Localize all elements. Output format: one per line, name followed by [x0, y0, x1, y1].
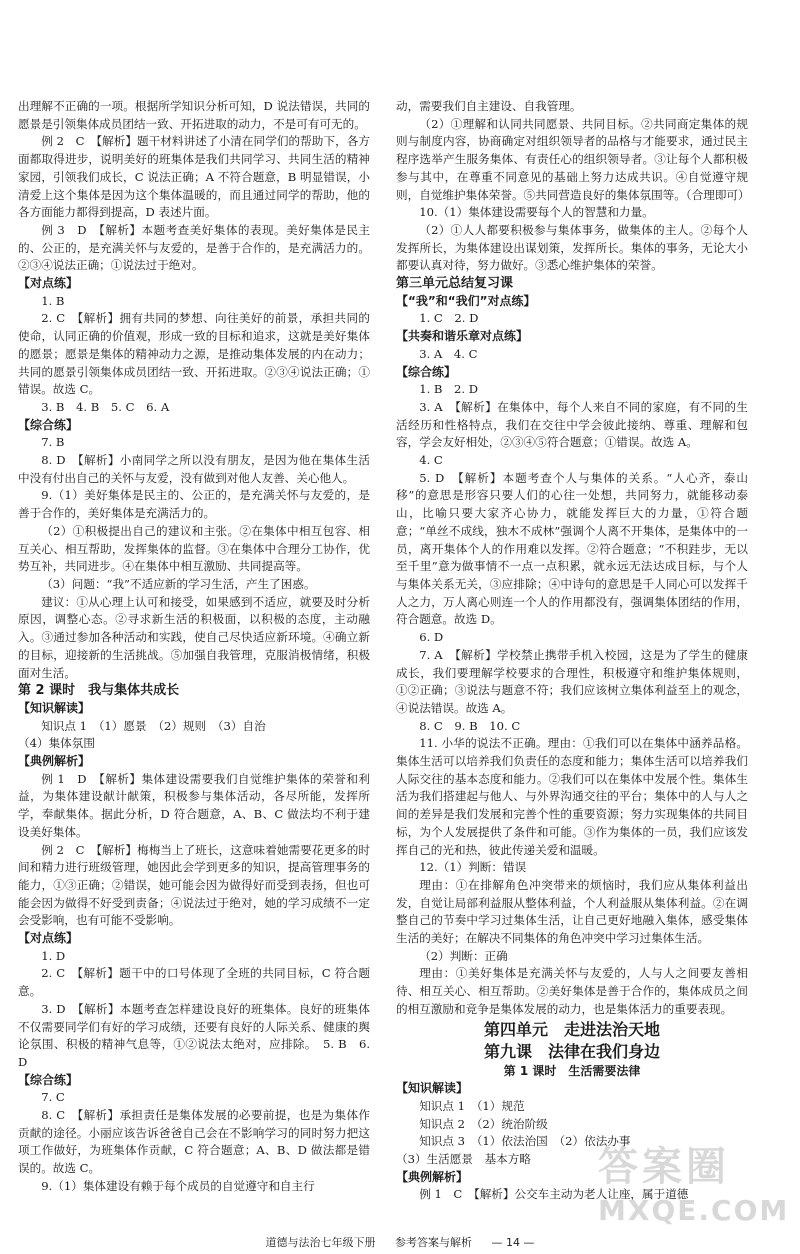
lesson-nine-title: 第九课 法律在我们身边	[483, 1041, 660, 1061]
session-one-title: 第 1 课时 生活需要法律	[503, 1063, 641, 1078]
left-para: 3. B 4. B 5. C 6. A	[41, 399, 170, 414]
left-para: 建议：①从心理上认可和接受，如果感到不适应，就要及时分析原因，调整心态。②寻求新生活的积极面，以积极的态度，主动融入。③通过参加各种活动和实践，使自己尽快适应新环境。④确立新的目标，迎接新的生活挑战。⑤加强自我管理，克服消极情绪，积极面对生活。	[18, 594, 370, 680]
left-para: 1. B	[41, 293, 65, 308]
left-para: （4）集体氛围	[18, 736, 95, 751]
right-para: 理由：①美好集体是充满关怀与友爱的，人与人之间要友善相待、相互关心、相互帮助。②美好集体是善于合作的，集体成员之间的相互激励和竞争是集体发展的动力，也是集体活力的重要表现。	[396, 966, 748, 1016]
left-para: 8. D 【解析】小南同学之所以没有朋友，是因为他在集体生活中没有付出自己的关怀与友爱，没有做到对他人友善、关心他人。	[18, 453, 370, 485]
left-para: 7. B	[41, 435, 65, 450]
left-para: 第 2 课时 我与集体共成长	[18, 683, 180, 699]
right-column	[396, 98, 748, 1204]
bottom-para: 知识点 3 （1）依法治国 （2）依法办事	[419, 1134, 631, 1149]
left-para: 【对点练】	[18, 931, 79, 946]
right-para: 6. D	[419, 630, 444, 645]
bottom-para: 【典例解析】	[396, 1169, 469, 1184]
left-para: 例 2 C 【解析】题干材料讲述了小清在同学们的帮助下，各方面都取得进步，说明美好的班集体是我们共同学习、共同生活的精神家园，引领我们成长，C 说法正确；A 不符合题意，B 明显错误，小清爱上这个集体是因为这个集体温暖的，而且通过同学的帮助，他的各方面能力都得到提高，D 表述片面。	[18, 134, 370, 220]
right-para: 理由：①在排解角色冲突带来的烦恼时，我们应从集体利益出发，自觉让局部利益服从整体利益，个人利益服从集体利益。②在调整自己的节奏中学习过集体生活，让自己更好地融入集体，感受集体生活的美好；在解决不同集体的角色冲突中学习过集体生活。	[396, 877, 748, 946]
footer-section-title: 参考答案与解析	[395, 1236, 472, 1249]
left-para: 【综合练】	[18, 417, 79, 432]
bottom-para: 例 1 C 【解析】公交车主动为老人让座，属于道德	[419, 1187, 689, 1202]
right-para: 12.（1）判断：错误	[419, 860, 527, 875]
left-para: 【典例解析】	[18, 754, 91, 769]
left-para: （2）①积极提出自己的建议和主张。②在集体中相互包容、相互关心、相互帮助，发挥集体的监督。③在集体中合理分工协作，优势互补，共同进步。④在集体中相互激励、共同提高等。	[18, 523, 370, 574]
right-para: 【“我”和“我们”对点练】	[396, 293, 536, 308]
right-para: 1. B 2. D	[419, 382, 479, 397]
right-para: 7. A 【解析】学校禁止携带手机入校园，这是为了学生的健康成长，我们要理解学校要求的合理性，积极遵守和维护集体规则，①②正确；③说法与题意不符；我们应该树立集体利益至上的观念，④说法错误。故选 A。	[396, 647, 748, 715]
left-para: 【综合练】	[18, 1072, 79, 1087]
left-para: 例 2 C 【解析】梅梅当上了班长，这意味着她需要花更多的时间和精力进行班级管理，她因此会学到更多的知识，提高管理事务的能力，①③正确；②错误，她可能会因为做得好而受到表扬，但也可能会因为做得不好受到责备；④说法过于绝对，她的学习成绩不一定会受影响，也有可能不受影响。	[18, 842, 370, 928]
left-para: （3）问题：“我”不适应新的学习生活，产生了困惑。	[41, 576, 316, 591]
left-para: 例 1 D 【解析】集体建设需要我们自觉维护集体的荣誉和利益，为集体建设献计献策，积极参与集体活动，各尽所能，发挥所学，奉献集体。据此分析，D 符合题意，A、B、C 做法均不利于建设美好集体。	[18, 771, 370, 839]
right-para: 8. C 9. B 10. C	[419, 718, 521, 733]
watermark-url: MXQE.COM	[598, 1194, 790, 1227]
right-para: 1. C 2. D	[419, 311, 479, 326]
right-para: 10.（1）集体建设需要每个人的智慧和力量。	[419, 205, 654, 220]
right-para: 4. C	[419, 453, 443, 468]
right-column-top	[396, 98, 748, 1019]
right-para: 11. 小华的说法不正确。理由：①我们可以在集体中涵养品格。集体生活可以培养我们负责任的态度和能力；集体生活可以培养我们人际交往的基本态度和能力。②我们可以在集体中发展个性。集体生活为我们搭建起与他人、与外界沟通交往的平台；集体中的人与人之间的差异是我们发展和完善个性的重要资源；努力实现集体的共同目标，为个人发展提供了条件和可能。③作为集体的一员，我们应该发挥自己的光和热，彼此传递关爱和温暖。	[396, 736, 748, 857]
left-para: 出理解不正确的一项。根据所学知识分析可知，D 说法错误，共同的愿景是引领集体成员团结一致、开拓进取的动力，不是可有可无的。	[18, 99, 370, 131]
left-para: 8. C 【解析】承担责任是集体发展的必要前提，也是为集体作贡献的途径。小丽应该告诉爸爸自己会在不影响学习的同时努力把这项工作做好，为班集体作贡献，C 符合题意；A、B、D 做法都是错误的。故选 C。	[18, 1108, 370, 1176]
right-para: 3. A 4. C	[419, 346, 478, 361]
right-para: 3. A 【解析】在集体中，每个人来自不同的家庭，有不同的生活经历和性格特点，我们在交往中学会彼此接纳、尊重、理解和包容，学会友好相处，②③④⑤符合题意；①错误。故选 A。	[396, 399, 748, 450]
right-para: 动，需要我们自主建设、自我管理。	[396, 99, 582, 113]
left-para: 9.（1）集体建设有赖于每个成员的自觉遵守和自主行	[41, 1178, 315, 1193]
left-para: 2. C 【解析】拥有共同的梦想、向往美好的前景，承担共同的使命，认同正确的价值观，形成一致的目标和追求，这就是美好集体的愿景；愿景是集体的精神动力之源，是推动集体发展的内在动力；共同的愿景引领集体成员团结一致、开拓进取。②③④说法正确；①错误。故选 C。	[18, 311, 370, 397]
left-para: 【对点练】	[18, 276, 79, 291]
bottom-para: 知识点 2 （2）统治阶级	[419, 1116, 548, 1131]
left-column	[18, 98, 370, 1196]
right-para: （2）①理解和认同共同愿景、共同目标。②共同商定集体的规则与制度内容，协商确定对组织领导者的品格与才能要求，通过民主程序选举产生服务集体、有责任心的组织领导者。③让每个人都积极参与其中，在尊重不同意见的基础上努力达成共识。④自觉遵守规则，自觉维护集体荣誉。⑤共同营造良好的集体氛围等。（合理即可）	[396, 116, 750, 202]
page-number: — 14 —	[491, 1236, 535, 1249]
left-para: 3. D 【解析】本题考查怎样建设良好的班集体。良好的班集体不仅需要同学们有好的学习成绩，还要有良好的人际关系、健康的舆论氛围、积极的精神气息等，①②说法太绝对，应排除。 5. B 6. D	[18, 1001, 370, 1069]
left-para: 1. D	[41, 948, 66, 963]
right-para: 【综合练】	[396, 364, 457, 379]
site-watermark	[598, 1140, 790, 1248]
bottom-para: 【知识解读】	[396, 1081, 469, 1096]
left-para: 知识点 1 （1）愿景 （2）规则 （3）自治	[41, 718, 266, 733]
right-para: 第三单元总结复习课	[396, 276, 514, 292]
watermark-logo-text: 答案圈	[598, 1144, 730, 1190]
right-para: （2）①人人都要积极参与集体事务，做集体的主人。②每个人发挥所长，为集体建设出谋划策，发挥所长。集体的事务，无论大小都要认真对待，努力做好。③悉心维护集体的荣誉。	[396, 222, 748, 273]
bottom-para: （3）生活愿景 基本方略	[396, 1152, 531, 1167]
left-para: 2. C 【解析】题干中的口号体现了全班的共同目标，C 符合题意。	[18, 966, 370, 999]
right-para: 【共奏和谐乐章对点练】	[396, 329, 529, 344]
unit-four-title: 第四单元 走进法治天地	[483, 1019, 660, 1039]
left-para: 例 3 D 【解析】本题考查美好集体的表现。美好集体是民主的、公正的，是充满关怀与友爱的，是善于合作的，是充满活力的。②③④说法正确；①说法过于绝对。	[18, 222, 370, 273]
right-para: （2）判断：正确	[419, 948, 508, 963]
bottom-para: 知识点 1 （1）规范	[419, 1098, 525, 1113]
left-para: 【知识解读】	[18, 700, 91, 715]
footer-book-title: 道德与法治七年级下册	[265, 1236, 376, 1249]
left-para: 9.（1）美好集体是民主的、公正的，是充满关怀与友爱的，是善于合作的，美好集体是充满活力的。	[18, 488, 370, 521]
left-para: 7. C	[41, 1090, 65, 1105]
right-para: 5. D 【解析】本题考查个人与集体的关系。“人心齐，泰山移”的意思是形容只要人们的心往一处想，共同努力，就能移动泰山，比喻只要大家齐心协力，就能发挥巨大的力量，①符合题意；“单丝不成线，独木不成林”强调个人离不开集体，是集体中的一员，离开集体个人的作用难以发挥。②符合题意；“不积跬步，无以至千里”意为做事情不一点一点积累，就永远无法达成目标，与个人与集体关系无关，③应排除；④中诗句的意思是千人同心可以发挥千人之力，万人离心则连一个人的作用都没有，强调集体团结的作用，符合题意。故选 D。	[396, 470, 748, 627]
